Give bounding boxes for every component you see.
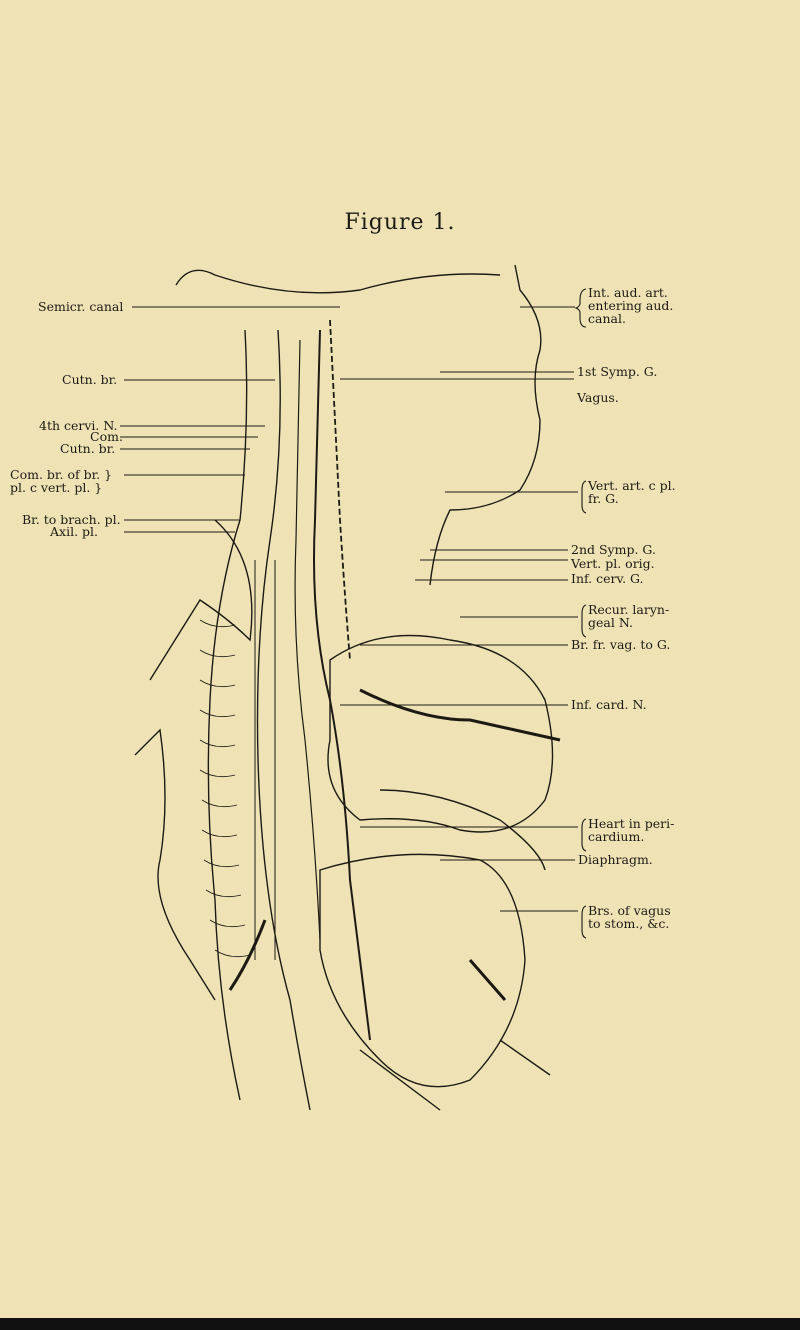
label-1st-symp-g: 1st Symp. G. bbox=[577, 364, 658, 379]
label-vagus: Vagus. bbox=[577, 390, 619, 405]
label-com-br: Com. br. of br. } pl. c vert. pl. } bbox=[10, 467, 113, 495]
label-com: Com. bbox=[90, 429, 123, 444]
label-vert-pl-orig: Vert. pl. orig. bbox=[571, 556, 655, 571]
label-inf-card-n: Inf. card. N. bbox=[571, 697, 647, 712]
label-heart: Heart in peri- cardium. bbox=[588, 816, 675, 844]
label-4th-cervi-n: 4th cervi. N. bbox=[39, 418, 118, 433]
figure-title: Figure 1. bbox=[344, 210, 456, 235]
label-brs-of-vagus: Brs. of vagus to stom., &c. bbox=[588, 903, 671, 931]
label-cutn-br-1: Cutn. br. bbox=[62, 372, 118, 387]
label-br-fr-vag: Br. fr. vag. to G. bbox=[571, 637, 671, 652]
label-2nd-symp-g: 2nd Symp. G. bbox=[571, 542, 656, 557]
label-axil-pl: Axil. pl. bbox=[50, 524, 98, 539]
label-diaphragm: Diaphragm. bbox=[578, 852, 653, 867]
label-vert-art: Vert. art. c pl. fr. G. bbox=[588, 478, 676, 506]
label-recur-laryngeal: Recur. laryn- geal N. bbox=[588, 602, 670, 630]
label-semicr-canal: Semicr. canal bbox=[38, 299, 124, 314]
label-cutn-br-2: Cutn. br. bbox=[60, 441, 116, 456]
bottom-edge-bar bbox=[0, 1318, 800, 1330]
label-int-aud-art: Int. aud. art. entering aud. canal. bbox=[588, 285, 674, 326]
label-inf-cerv-g: Inf. cerv. G. bbox=[571, 571, 644, 586]
label-br-to-brach: Br. to brach. pl. bbox=[22, 512, 121, 527]
